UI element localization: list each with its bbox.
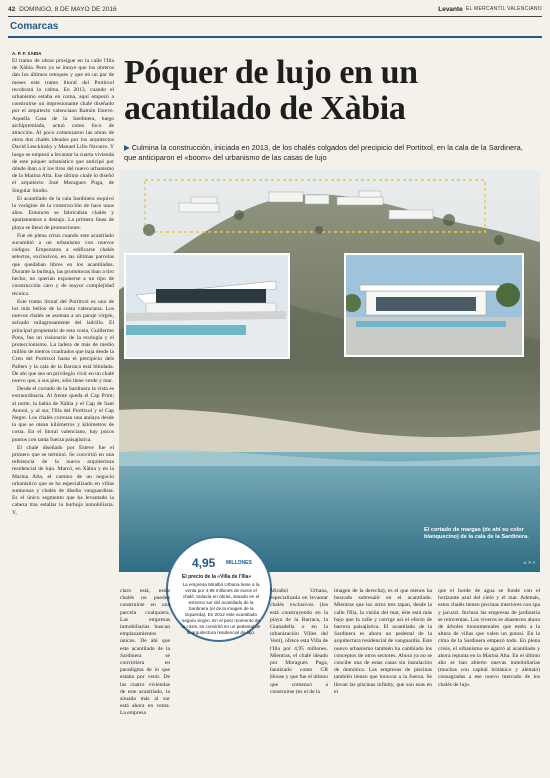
paragraph: imagen de la derecha), es el que menos ha buscado sobresalir en el acantilado. Mientras que los otros tres tapan, desde la calle l'Illa, la visión del mar, éste está más bajo que la calle y corrige así el efecto de barrera paisajística. El acantilado de la Sardinera es ahora un pedestal de la arquitectura residencial de vanguardia. Este nuevo urbanismo también ha cambiado los conceptos de otros sectores. Ahora ya no se concibe una de estas casas sin instalación de domótica. Las empresas de piscinas también tienen que innovar a la fuerza. Se llevan las piscinas infinity, que son esas en el bbox=[334, 588, 432, 695]
headline bbox=[124, 55, 534, 127]
headline-line-1: Póquer de lujo en un bbox=[124, 54, 418, 91]
villa-photo-right bbox=[344, 253, 524, 357]
article-column-1 bbox=[12, 58, 114, 772]
lead-text: Culmina la construcción, iniciada en 2013, de los chalés colgados del precipicio del Portitxol, en la cala de la Sardinera, que anticiparon el «boom» del urbanismo de las casas de lujo bbox=[124, 143, 523, 162]
photo-caption: El cortado de margas (de ahí su color blanquecino) de la cala de la Sardinera. bbox=[424, 527, 529, 541]
paragraph: Desde el cortado de la Sardinera la vista es extraordinaria. Al frente queda el Cap Prim; al norte, la bahía de Xàbia y el Cap de Sant Antoni, y al sur, l'Illa del Portitxol y el Cap Negre. Los chalés coronan una atalaya desde la que se otean kilómetros y kilómetros de costa. En el litoral valenciano, hay pocos puntos con tanta fuerza paisajística. bbox=[12, 386, 114, 443]
article-column-5 bbox=[438, 588, 540, 772]
cliff-photo bbox=[119, 170, 540, 572]
issue-date: DOMINGO, 8 DE MAYO DE 2016 bbox=[19, 5, 117, 13]
page-number: 42 bbox=[8, 5, 16, 13]
price-value: 4,95 bbox=[192, 556, 216, 570]
headline-line-2: acantilado de Xàbia bbox=[124, 90, 406, 127]
triangle-bullet-icon: ▶ bbox=[124, 143, 130, 152]
header-rule bbox=[8, 16, 542, 17]
page-header bbox=[8, 3, 542, 15]
villa-photo-left bbox=[124, 253, 290, 359]
callout-title: El precio de la «Villa de l'Illa» bbox=[182, 574, 252, 580]
price-callout bbox=[166, 536, 272, 642]
section-rule bbox=[8, 36, 542, 38]
price-unit: MILLONES bbox=[226, 560, 252, 566]
byline: A. P. F. XÀBIA bbox=[12, 51, 42, 56]
article-column-4 bbox=[334, 588, 432, 772]
article-column-3 bbox=[270, 588, 328, 772]
photo-credit: A. P. F. bbox=[523, 560, 536, 565]
paragraph: Miralbó Urbana, especializada en levantar chalés exclusivos (los está construyendo en la playa de la Barraca, la Granadella o en la urbanización Villes del Vent), ofrece esta Villa de l'Illa por 4,95 millones. Mientras, el chalé ideado por Moragues Puga, bautizado como CR House y que fue el último que comenzó a construirse (es el de la bbox=[270, 588, 328, 695]
section-title: Comarcas bbox=[10, 21, 59, 32]
paragraph: claro está, estos chalés no pueden construirse en una parcela cualquiera. Las empresas inmobiliarias buscan emplazamientos únicos. De ahí que este acantilado de la Sardinera se convirtiera en paradigma de lo que estaba por venir. De las cuatro viviendas de este acantilado, la situada más al sur está ahora en venta. La empresa bbox=[120, 588, 170, 717]
paragraph: Este tramo litoral del Portitxol es uno de los más bellos de la costa valenciana. Los nuevos chalés se asoman a un paraje virgen, salvado milagrosamente del ladrillo. El principal propietario de esta costa, Guillermo Pons, fue un visionario de la ecología y el proteccionismo. La ladera de más de medio millón de metros cuadrados que baja desde la Creu del Portitxol hasta el precipicio dels Pallers y la cala de la Barraca está blindada. De ahí que sea un privilegio vivir en un chalé nuevo que, a sus pies, sólo tiene verde y mar. bbox=[12, 298, 114, 384]
callout-text: La empresa Miralbó Urbana tiene a la venta por 4,95 millones de euros el chalé, todavía en obras, situado en el extremo sur del acantilado de la Sardinera (el de la imagen de la izquierda). En 2012 este acantilado seguía virgen. En el peor momento de la crisis, se convirtió en un pedestal de la arquitectura residencial de lujo. bbox=[181, 582, 261, 635]
paragraph: El tramo de obras prosigue en la calle l'Illa de Xàbia. Pero ya se intuye que los obreros dan los últimos retoques y que en un par de meses este tramo litoral del Portitxol recobrará la calma. En 2013, cuando el urbanismo estaba en coma, aquí empezó a construirse un impresionante chalé diseñado por el arquitecto valenciano Ramón Esteve. Aquella Casa de la Sardinera, luego archipremiada, actuó como foco de atracción. Al poco comenzaron las obras de otros dos chalés ideados por los arquitectos David Lesckinsky y Manuel Lillo Navarro. Y luego se empezó a levantar la cuarta vivienda de este póquer urbanístico que anticipó por dónde iban a ir los tiros del nuevo urbanismo de la Marina Alta. Ese último chalé lo diseñó el arquitecto José Moragues Puga, de Singular Studio. bbox=[12, 58, 114, 194]
lead-paragraph bbox=[124, 143, 524, 163]
newspaper-logo: Levante bbox=[438, 5, 463, 13]
paragraph: El chalé diseñado por Esteve fue el primero que se terminó. Se convirtió en una referencia de la nueva arquitectura residencial de lujo. Marcó, en Xàbia y en la Marina Alta, el camino de un negocio urbanístico que se ha especializado en villas suntuosas y chalés de diseño vanguardista. Es el único segmento que ha levantado la cabeza tras estallar la burbuja inmobiliaria. Y, bbox=[12, 444, 114, 516]
paragraph: Fue en plena crisis cuando este acantilado sucumbió a un urbanismo con nuevos códigos. Empezaron a edificarse chalés selectos, exclusivos, en las últimas parcelas que quedaban libres en los acantilados. Durante la burbuja, las promotoras iban a tiro hecho, no querían exponerse a un tipo de construcción caro y de mayor complejidad técnica. bbox=[12, 232, 114, 297]
article-column-2 bbox=[120, 588, 170, 772]
paragraph: que el borde de agua se funde con el horizonte azul del cielo y el mar. Además, estos chalés tienen piscinas interiores con spa y jacuzzi. Incluso las empresas de jardinería se reinventan. Los viveros se abastecen ahora de árboles monumentales que estén a la altura de villas que valen un potosí. En la cima de la Sardinera empezó todo. En plena crisis, el urbanismo se agarró al acantilado y ahora repunta en la Marina Alta. En el último año se han abierto nuevas inmobiliarias (muchas con capital británico y alemán) consagradas a ese nuevo mercado de los chalés de lujo. bbox=[438, 588, 540, 688]
paragraph: El acantilado de la cala Sardinera esquivó la vorágine de la construcción de hace unos años. Entonces se fabricaban chalés y apartamentos a destajo. La primera línea de playa se llenó de promociones. bbox=[12, 195, 114, 231]
publication-name: EL MERCANTIL VALENCIANO bbox=[465, 6, 542, 12]
